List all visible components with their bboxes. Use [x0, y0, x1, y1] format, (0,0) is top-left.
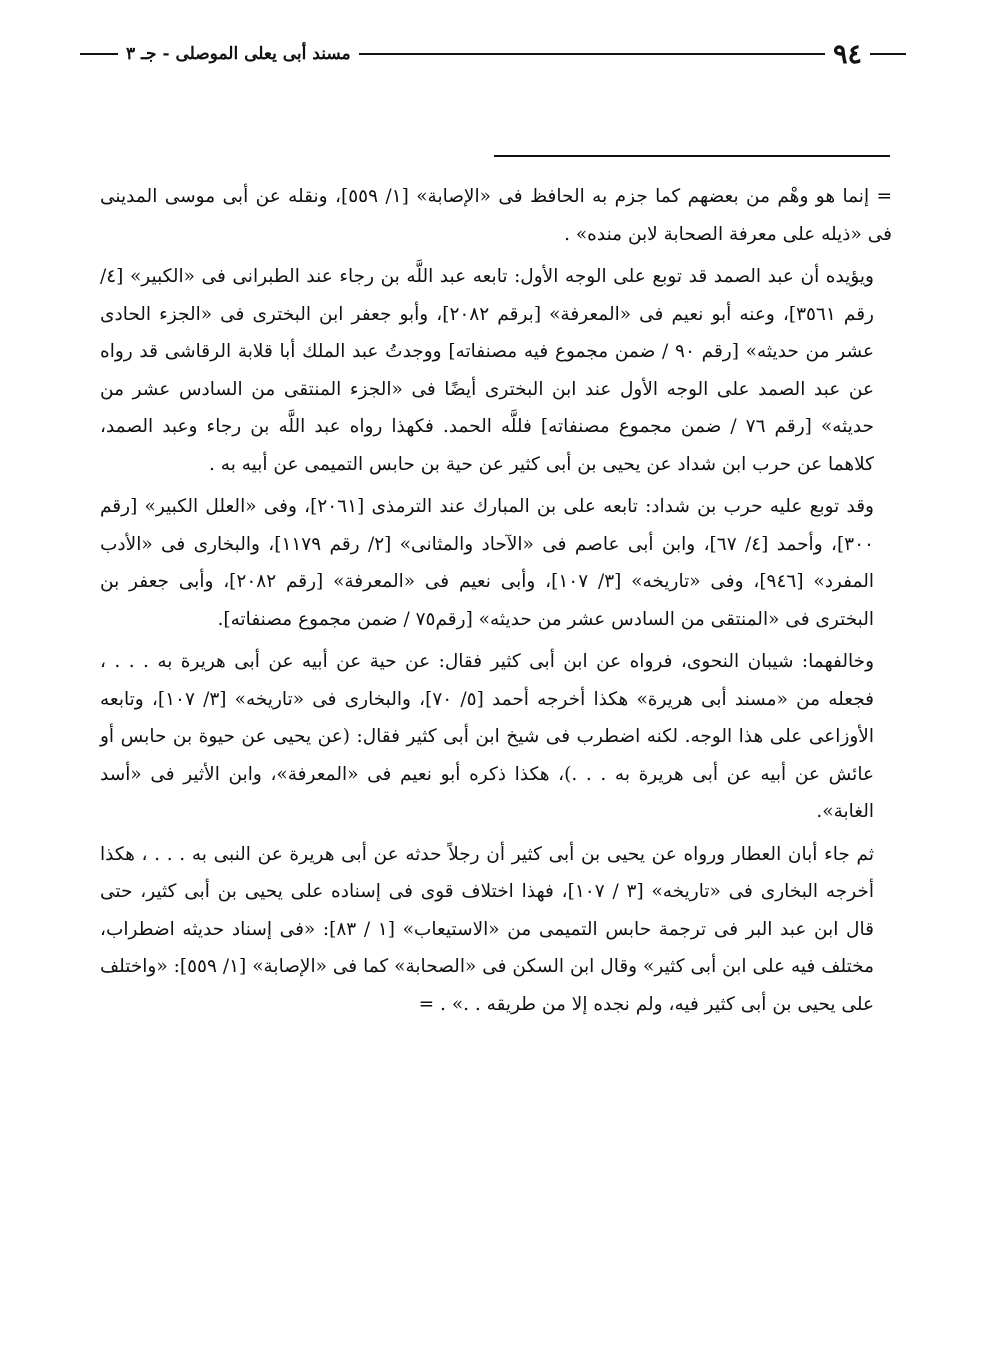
header-dash-left	[80, 53, 118, 55]
footnote-paragraph: ويؤيده أن عبد الصمد قد توبع على الوجه الأول: تابعه عبد اللَّه بن رجاء عند الطبرانى فى «الكبير» [٤/ رقم ٣٥٦١]، وعنه أبو نعيم فى «المعرفة» [برقم ٢٠٨٢]، وأبو جعفر ابن البخترى فى «الجزء الحادى عشر من حديثه» [رقم ٩٠ / ضمن مجموع فيه مصنفاته] ووجدتُ عبد الملك أبا قلابة الرقاشى قد رواه عن عبد الصمد على الوجه الأول عند ابن البخترى أيضًا فى «الجزء المنتقى من السادس عشر من حديثه» [رقم ٧٦ / ضمن مجموع مصنفاته] فللَّه الحمد. فكهذا رواه عبد اللَّه بن رجاء وعبد الصمد، كلاهما عن حرب ابن شداد عن يحيى بن أبى كثير عن حية بن حابس التميمى عن أبيه به .	[100, 266, 875, 475]
page-number: ٩٤	[832, 38, 862, 70]
page-header	[80, 34, 906, 74]
footnote-separator	[494, 155, 890, 157]
footnotes-section	[100, 178, 892, 1028]
header-rule	[359, 53, 825, 55]
header-dash-right	[870, 53, 906, 55]
footnote-paragraph: وخالفهما: شيبان النحوى، فرواه عن ابن أبى كثير فقال: عن حية عن أبيه عن أبى هريرة به . . . ، فجعله من «مسند أبى هريرة» هكذا أخرجه أحمد [٥/ ٧٠]، والبخارى فى «تاريخه» [٣/ ١٠٧]، وتابعه الأوزاعى على هذا الوجه. لكنه اضطرب فى شيخ ابن أبى كثير فقال: (عن يحيى عن حيوة بن حابس أو عائش عن أبيه عن أبى هريرة به . . .)، هكذا ذكره أبو نعيم فى «المعرفة»، وابن الأثير فى «أسد الغابة».	[100, 651, 875, 822]
running-title: مسند أبى يعلى الموصلى - جـ ٣	[126, 44, 351, 64]
footnote-paragraph: ثم جاء أبان العطار ورواه عن يحيى بن أبى كثير أن رجلاً حدثه عن أبى هريرة عن النبى به . . . ، هكذا أخرجه البخارى فى «تاريخه» [٣ / ١٠٧]، فهذا اختلاف قوى فى إسناده على يحيى بن أبى كثير، حتى قال ابن عبد البر فى ترجمة حابس التميمى من «الاستيعاب» [١ / ٨٣]: «فى إسناد حديثه اضطراب، مختلف فيه على ابن أبى كثير» وقال ابن السكن فى «الصحابة» كما فى «الإصابة» [١/ ٥٥٩]: «واختلف على يحيى بن أبى كثير فيه، ولم نجده إلا من طريقه . .» . =	[100, 843, 875, 1015]
footnote-paragraph: وقد توبع عليه حرب بن شداد: تابعه على بن المبارك عند الترمذى [٢٠٦١]، وفى «العلل الكبير» [رقم ٣٠٠]، وأحمد [٤/ ٦٧]، وابن أبى عاصم فى «الآحاد والمثانى» [٢/ رقم ١١٧٩]، والبخارى فى «الأدب المفرد» [٩٤٦]، وفى «تاريخه» [٣/ ١٠٧]، وأبى نعيم فى «المعرفة» [رقم ٢٠٨٢]، وأبى جعفر بن البخترى فى «المنتقى من السادس عشر من حديثه» [رقم٧٥ / ضمن مجموع مصنفاته].	[100, 496, 874, 630]
footnote-paragraph: = إنما هو وهْم من بعضهم كما جزم به الحافظ فى «الإصابة» [١/ ٥٥٩]، ونقله عن أبى موسى المدينى فى «ذيله على معرفة الصحابة لابن منده» .	[100, 186, 892, 245]
